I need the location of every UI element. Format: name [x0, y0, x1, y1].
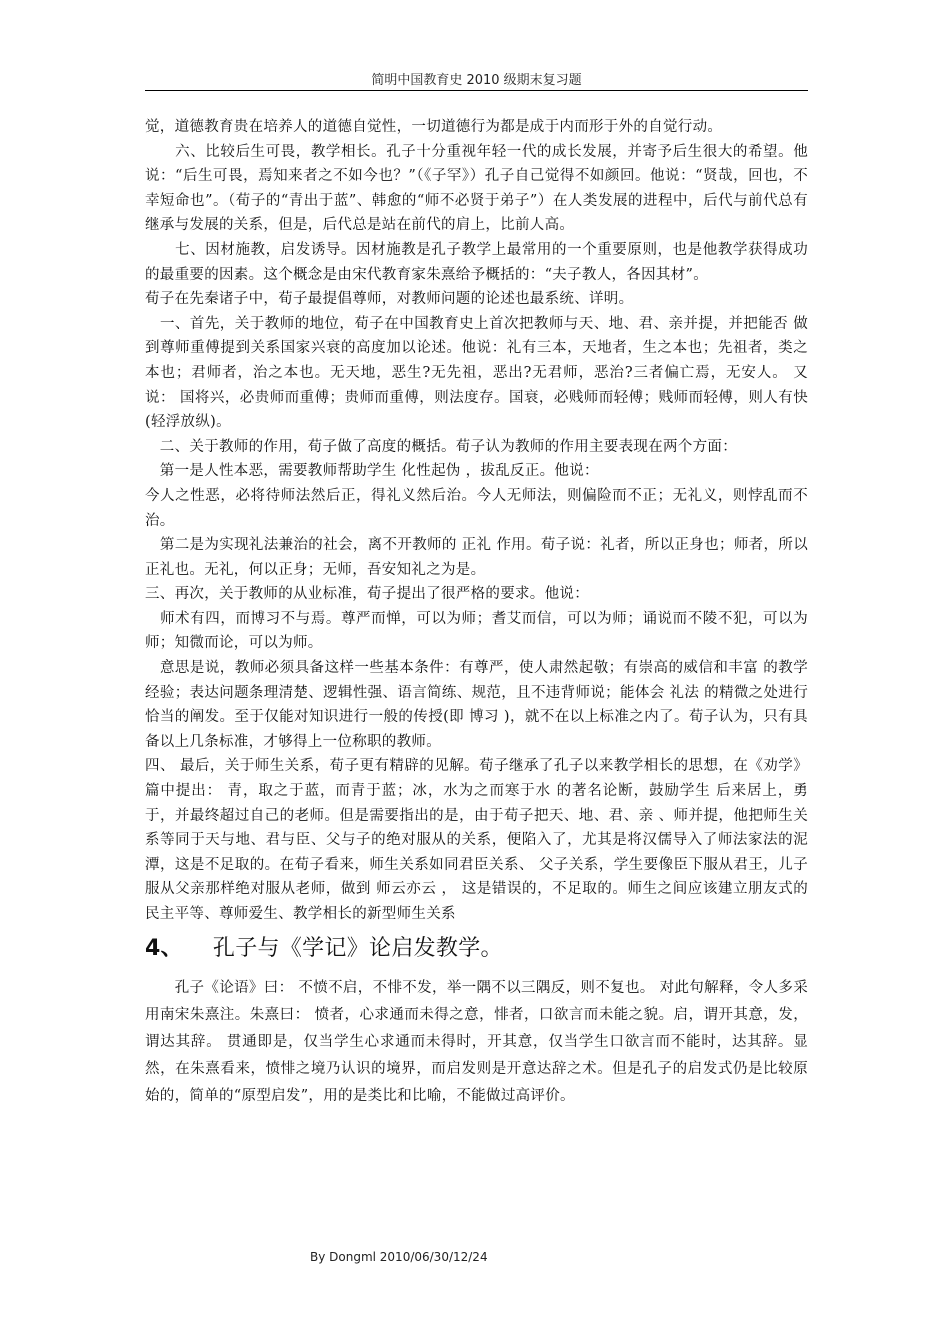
paragraph: 第一是人性本恶，需要教师帮助学生 化性起伪 ，拔乱反正。他说：	[145, 463, 599, 480]
paragraph: 四、 最后，关于师生关系，荀子更有精辟的见解。荀子继承了孔子以来教学相长的思想，在《劝学》篇中提出： 青，取之于蓝，而青于蓝；冰，水为之而寒于水 的著名论断，鼓励学生 后来居上，勇于，并最终超过自己的老师。但是需要指出的是，由于荀子把天、地、君、亲 、师并提，他把师生关系等同于天与地、君与臣、父与子的绝对服从的关系，便陷入了，尤其是将汉儒导入了师法家法的泥潭，这是不足取的。在荀子看来，师生关系如同君臣关系、 父子关系，学生要像臣下服从君王，儿子服从父亲那样绝对服从老师，做到 师云亦云 ， 这是错误的，不足取的。师生之间应该建立朋友式的民主平等、尊师爱生、教学相长的新型师生关系	[145, 758, 808, 922]
section-title: 孔子与《学记》论启发教学。	[212, 935, 503, 961]
paragraph: 孔子《论语》曰： 不愤不启，不悱不发，举一隅不以三隅反，则不复也。 对此句解释，令人多采用南宋朱熹注。朱熹曰： 愤者，心求通而未得之意，悱者，口欲言而未能之貌。启，谓开其意，发，谓达其辞。 贯通即是，仅当学生心求通而未得时，开其意，仅当学生口欲言而不能时，达其辞。显然，在朱熹看来，愤悱之境乃认识的境界，而启发则是开意达辞之术。但是孔子的启发式仍是比较原始的，简单的“原型启发”，用的是类比和比喻，不能做过高评价。	[145, 979, 808, 1104]
header-rule	[145, 90, 808, 91]
paragraph: 意思是说，教师必须具备这样一些基本条件：有尊严，使人肃然起敬；有崇高的威信和丰富 的教学经验；表达问题条理清楚、逻辑性强、语言简练、规范，且不违背师说；能体会 礼法 的精微之处进行恰当的阐发。至于仅能对知识进行一般的传授(即 博习 )，就不在以上标准之内了。荀子认为，只有具备以上几条标准，才够得上一位称职的教师。	[145, 660, 808, 750]
paragraph: 二、关于教师的作用，荀子做了高度的概括。荀子认为教师的作用主要表现在两个方面：	[145, 438, 737, 455]
paragraph: 第二是为实现礼法兼治的社会，离不开教师的 正礼 作用。荀子说：礼者，所以正身也；师者，所以正礼也。无礼，何以正身；无师，吾安知礼之为是。	[145, 537, 808, 578]
document-body	[145, 115, 808, 1110]
section-teachers	[145, 115, 808, 927]
paragraph: 今人之性恶，必将待师法然后正，得礼义然后治。今人无师法，则偏险而不正；无礼义，则悖乱而不治。	[145, 487, 808, 529]
page-header: 简明中国教育史 2010 级期末复习题	[371, 73, 582, 88]
paragraph: 七、因材施教，启发诱导。因材施教是孔子教学上最常用的一个重要原则，也是他教学获得成功的最重要的因素。这个概念是由宋代教育家朱熹给予概括的：“夫子教人，各因其材”。	[145, 241, 808, 283]
section-heuristic-teaching	[145, 975, 808, 1110]
section-number: 4、	[145, 935, 183, 961]
paragraph: 师术有四，而博习不与焉。尊严而惮，可以为师；耆艾而信，可以为师；诵说而不陵不犯，可以为师；知微而论，可以为师。	[145, 610, 808, 652]
paragraph: 三、再次，关于教师的从业标准，荀子提出了很严格的要求。他说：	[145, 586, 589, 603]
paragraph: 荀子在先秦诸子中，荀子最提倡尊师，对教师问题的论述也最系统、详明。	[145, 291, 634, 308]
paragraph: 一、首先，关于教师的地位，荀子在中国教育史上首次把教师与天、地、君、亲并提，并把能否 做到尊师重傅提到关系国家兴衰的高度加以论述。他说：礼有三本，天地者，生之本也；先祖者，类之本也；君师者，治之本也。无天地，恶生?无先祖，恶出?无君师，恶治?三者偏亡焉，无安人。 又说： 国将兴，必贵师而重傅；贵师而重傅，则法度存。国衰，必贱师而轻傅；贱师而轻傅，则人有快(轻浮放纵)。	[145, 315, 808, 431]
page-footer: By Dongml 2010/06/30/12/24	[310, 1250, 488, 1264]
section-heading	[145, 933, 808, 965]
paragraph: 六、比较后生可畏，教学相长。孔子十分重视年轻一代的成长发展，并寄予后生很大的希望。他说：“后生可畏，焉知来者之不如今也？”（《子罕》）孔子自己觉得不如颜回。他说：“贤哉，回也，不幸短命也”。（荀子的“青出于蓝”、韩愈的“师不必贤于弟子”）在人类发展的进程中，后代与前代总有继承与发展的关系，但是，后代总是站在前代的肩上，比前人高。	[145, 143, 808, 234]
paragraph: 觉，道德教育贵在培养人的道德自觉性，一切道德行为都是成于内而形于外的自觉行动。	[145, 119, 723, 135]
